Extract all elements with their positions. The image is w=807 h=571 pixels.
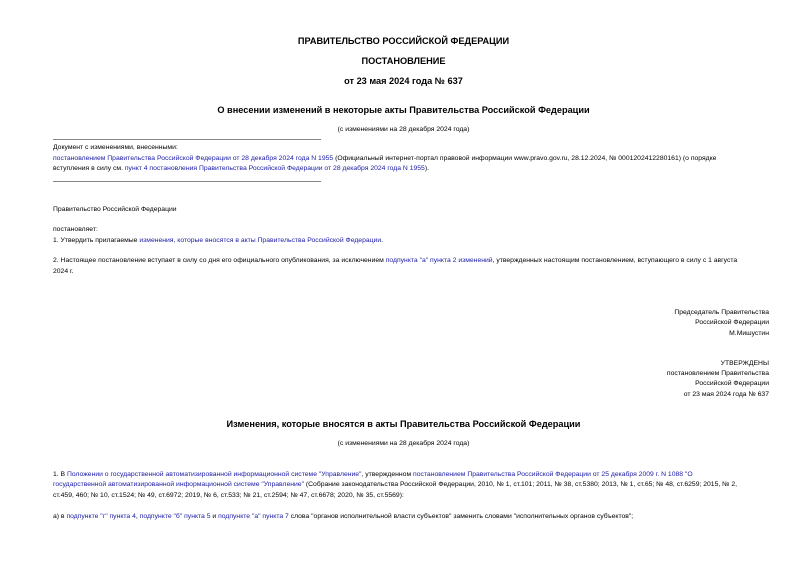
item1-mid: , утвержденном xyxy=(361,471,414,478)
doc-date-number: от 23 мая 2024 года № 637 xyxy=(344,76,463,86)
item1-text2: (Собрание законодательства Российской Федерации, 2010, № 1, ст.101; 2011, № 38, ст.5380; 2013, № 1, ст.65; № 48, ст.6259; 2015, № 2, xyxy=(304,481,737,488)
changes-intro: Документ с изменениями, внесенными: xyxy=(53,144,178,151)
subpoint-g-link[interactable]: подпункте "г" пункта 4 xyxy=(66,513,136,520)
approved-date: от 23 мая 2024 года № 637 xyxy=(683,391,769,398)
paragraph-2 xyxy=(53,257,737,264)
signature-org: Российской Федерации xyxy=(695,319,769,326)
sub-a-and: и xyxy=(210,513,219,520)
approved-by: постановлением Правительства xyxy=(666,370,769,377)
approved-org: Российской Федерации xyxy=(695,380,769,387)
sub-a-comma: , xyxy=(135,513,140,520)
sub-a-pre: а) в xyxy=(53,513,67,520)
changes-text-2: вступления в силу см. xyxy=(53,165,125,172)
signature-name: М.Мишустин xyxy=(729,330,769,337)
doc-title: О внесении изменений в некоторые акты Правительства Российской Федерации xyxy=(217,105,590,115)
changes-appendix-link[interactable]: изменения, которые вносятся в акты Правительства Российской Федерации xyxy=(139,237,382,244)
item-1-line-3: ст.459, 460; № 10, ст.1524; № 49, ст.6972; 2019, № 6, ст.533; № 21, ст.2594; № 47, ст.6678; 2020, № 35, ст.5569): xyxy=(53,492,404,499)
sub-a-post: слова "органов исполнительной власти субъектов" заменить словами "исполнительных органов субъектов"; xyxy=(288,513,634,520)
signature-position: Председатель Правительства xyxy=(674,309,769,316)
regulation-link[interactable]: Положении о государственной автоматизированной информационной системе "Управление" xyxy=(66,471,362,478)
p2-text: 2. Настоящее постановление вступает в силу со дня его официального опубликования, за исключением xyxy=(53,257,386,264)
entry-into-force-link[interactable]: пункт 4 постановления Правительства Российской Федерации от 28 декабря 2024 года N 1955 xyxy=(124,165,425,172)
resolution-1088-link-cont[interactable]: государственной автоматизированной информационной системе "Управление" xyxy=(53,481,304,488)
item-1-line-2 xyxy=(53,481,737,488)
changes-line-2 xyxy=(53,165,429,172)
subpoint-b-link[interactable]: подпункте "б" пункта 5 xyxy=(139,513,211,520)
changes-text-1: (Официальный интернет-портал правовой информации www.pravo.gov.ru, 28.12.2024, № 0001202412280161) (о порядке xyxy=(333,155,717,162)
subpoint-link[interactable]: подпункта "а" пункта 2 изменений xyxy=(385,257,493,264)
amending-act-link[interactable]: постановлением Правительства Российской Федерации от 28 декабря 2024 года N 1955 xyxy=(53,155,334,162)
issuer-text: Правительство Российской Федерации xyxy=(53,206,177,213)
p1-end: . xyxy=(381,237,384,244)
subitem-a xyxy=(53,513,633,520)
government-heading: ПРАВИТЕЛЬСТВО РОССИЙСКОЙ ФЕДЕРАЦИИ xyxy=(297,36,510,46)
changes-line-1 xyxy=(53,155,716,162)
paragraph-2-line-2: 2024 г. xyxy=(53,268,74,275)
appendix-title: Изменения, которые вносятся в акты Правительства Российской Федерации xyxy=(226,419,581,429)
item1-pre: 1. В xyxy=(53,471,67,478)
bottom-rule xyxy=(53,181,321,182)
amended-note: (с изменениями на 28 декабря 2024 года) xyxy=(337,126,470,133)
p2-text-post: , утвержденных настоящим постановлением, вступающего в силу с 1 августа xyxy=(492,257,738,264)
appendix-amended-note: (с изменениями на 28 декабря 2024 года) xyxy=(337,440,470,447)
approved-label: УТВЕРЖДЕНЫ xyxy=(720,360,769,367)
item-1-line-1 xyxy=(53,471,693,478)
resolution-1088-link[interactable]: постановлением Правительства Российской Федерации от 25 декабря 2009 г. N 1088 "О xyxy=(413,471,693,478)
top-rule xyxy=(53,139,321,140)
doc-type-heading: ПОСТАНОВЛЕНИЕ xyxy=(361,56,446,66)
paragraph-1 xyxy=(53,237,383,244)
p1-text: 1. Утвердить прилагаемые xyxy=(53,237,140,244)
subpoint-a-link[interactable]: подпункте "а" пункта 7 xyxy=(218,513,289,520)
decides-text: постановляет: xyxy=(53,226,98,233)
changes-text-3: ). xyxy=(424,165,429,172)
